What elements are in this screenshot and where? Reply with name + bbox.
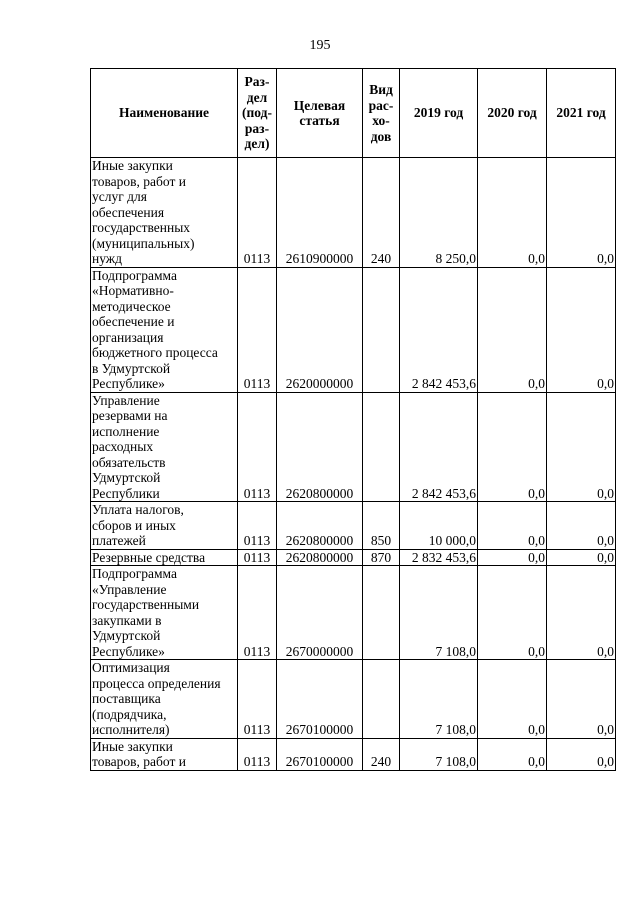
table-header-row bbox=[91, 69, 616, 158]
row-target: 2620800000 bbox=[277, 502, 363, 550]
row-2021: 0,0 bbox=[547, 660, 616, 739]
row-section: 0113 bbox=[238, 566, 277, 660]
row-2021: 0,0 bbox=[547, 549, 616, 566]
row-expense-type: 870 bbox=[363, 549, 400, 566]
row-2021: 0,0 bbox=[547, 738, 616, 770]
row-2020: 0,0 bbox=[478, 738, 547, 770]
row-expense-type: 240 bbox=[363, 158, 400, 268]
header-2019: 2019 год bbox=[400, 69, 478, 158]
row-section: 0113 bbox=[238, 392, 277, 502]
table-row bbox=[91, 502, 616, 550]
row-target: 2670000000 bbox=[277, 566, 363, 660]
row-2019: 2 832 453,6 bbox=[400, 549, 478, 566]
budget-table bbox=[90, 68, 616, 771]
row-2019: 7 108,0 bbox=[400, 738, 478, 770]
row-2021: 0,0 bbox=[547, 502, 616, 550]
row-name: Управление резервами на исполнение расходных обязательств Удмуртской Республики bbox=[91, 392, 238, 502]
row-2020: 0,0 bbox=[478, 267, 547, 392]
row-2020: 0,0 bbox=[478, 549, 547, 566]
row-2020: 0,0 bbox=[478, 502, 547, 550]
row-expense-type: 240 bbox=[363, 738, 400, 770]
row-2021: 0,0 bbox=[547, 392, 616, 502]
header-2021: 2021 год bbox=[547, 69, 616, 158]
row-target: 2620800000 bbox=[277, 549, 363, 566]
row-2020: 0,0 bbox=[478, 392, 547, 502]
table-row bbox=[91, 267, 616, 392]
table-row bbox=[91, 549, 616, 566]
header-target: Целевая статья bbox=[277, 69, 363, 158]
row-name: Подпрограмма «Управление государственными закупками в Удмуртской Республике» bbox=[91, 566, 238, 660]
row-section: 0113 bbox=[238, 267, 277, 392]
row-name: Оптимизация процесса определения поставщика (подрядчика, исполнителя) bbox=[91, 660, 238, 739]
row-name: Иные закупки товаров, работ и bbox=[91, 738, 238, 770]
row-expense-type: 850 bbox=[363, 502, 400, 550]
row-2021: 0,0 bbox=[547, 267, 616, 392]
row-expense-type bbox=[363, 392, 400, 502]
row-target: 2670100000 bbox=[277, 660, 363, 739]
row-2021: 0,0 bbox=[547, 158, 616, 268]
table-row bbox=[91, 566, 616, 660]
row-expense-type bbox=[363, 566, 400, 660]
header-expense-type: Вид рас- хо- дов bbox=[363, 69, 400, 158]
row-target: 2610900000 bbox=[277, 158, 363, 268]
table-row bbox=[91, 660, 616, 739]
row-name: Резервные средства bbox=[91, 549, 238, 566]
row-section: 0113 bbox=[238, 660, 277, 739]
row-section: 0113 bbox=[238, 502, 277, 550]
page-number: 195 bbox=[309, 38, 331, 53]
table-row bbox=[91, 738, 616, 770]
header-section: Раз- дел (под- раз- дел) bbox=[238, 69, 277, 158]
row-2019: 10 000,0 bbox=[400, 502, 478, 550]
row-2019: 2 842 453,6 bbox=[400, 392, 478, 502]
row-target: 2620800000 bbox=[277, 392, 363, 502]
row-2019: 8 250,0 bbox=[400, 158, 478, 268]
row-2020: 0,0 bbox=[478, 566, 547, 660]
row-2020: 0,0 bbox=[478, 158, 547, 268]
row-2021: 0,0 bbox=[547, 566, 616, 660]
table-row bbox=[91, 392, 616, 502]
row-section: 0113 bbox=[238, 549, 277, 566]
row-2019: 2 842 453,6 bbox=[400, 267, 478, 392]
row-expense-type bbox=[363, 660, 400, 739]
row-target: 2620000000 bbox=[277, 267, 363, 392]
table-row bbox=[91, 158, 616, 268]
row-2019: 7 108,0 bbox=[400, 566, 478, 660]
header-name: Наименование bbox=[91, 69, 238, 158]
row-name: Уплата налогов, сборов и иных платежей bbox=[91, 502, 238, 550]
row-target: 2670100000 bbox=[277, 738, 363, 770]
row-name: Иные закупки товаров, работ и услуг для обеспечения государственных (муниципальных) нужд bbox=[91, 158, 238, 268]
row-2020: 0,0 bbox=[478, 660, 547, 739]
row-expense-type bbox=[363, 267, 400, 392]
header-2020: 2020 год bbox=[478, 69, 547, 158]
row-section: 0113 bbox=[238, 158, 277, 268]
row-2019: 7 108,0 bbox=[400, 660, 478, 739]
row-section: 0113 bbox=[238, 738, 277, 770]
row-name: Подпрограмма «Нормативно- методическое обеспечение и организация бюджетного процесса в Удмуртской Республике» bbox=[91, 267, 238, 392]
